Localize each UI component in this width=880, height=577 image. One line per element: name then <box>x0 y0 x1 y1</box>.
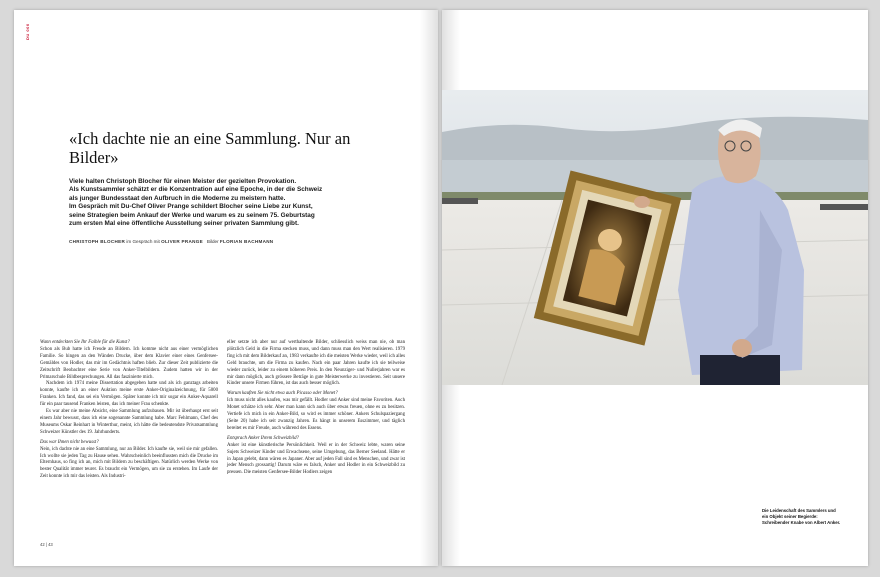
interview-answer: Schon als Bub hatte ich Freude an Bildern. Ich komme nicht aus einer vermöglichen Familie. So hingen an den Wänden Drucke, über dem Klavier einer eines Genfersee-Gemäldes von Hodler, das mir im Gedächtnis haften blieb. Zur dieser Zeit publizierte die Zeitschrift Beobachter eine Serie von Anker-Titelbildern. Zudem hatten wir in der Primarschule Bildbesprechungen. All das faszinierte mich. <box>40 346 218 380</box>
right-page <box>442 10 868 566</box>
interview-answer: Anker ist eine künstlerische Persönlichkeit. Weil er in der Schweiz lebte, waren seine Sujets Schweizer Kinder und Erwachsene, seine Umgebung, das Berner Seeland. Hätte er in Japan gelebt, dann wären es Japaner. Aber auf jeden Fall sind es Menschen, und zwar ist jeder Mensch grossartig! Darum wäre es falsch, Anker und Hodler in ein Schweizbild zu pressen. Die meisten Genfersee-Bilder Hodlers zeigen <box>227 442 405 476</box>
interview-question: Das war Ihnen nicht bewusst? <box>40 439 99 445</box>
lead-line: seine Strategien beim Ankauf der Werke und warum es zu seinem 75. Geburtstag <box>69 211 315 219</box>
section-tag: DU 000 <box>25 23 30 40</box>
lead-line: Im Gespräch mit Du-Chef Oliver Prange schildert Blocher seine Liebe zur Kunst, <box>69 203 313 211</box>
interview-answer: Ich muss nicht alles kaufen, was mir gefällt. Hodler und Anker sind meine Favoriten. Auch Monet schätze ich sehr. Aber man kann sich auch über etwas freuen, ohne es zu besitzen. Vertiefe ich mich in ein Anker-Bild, so wird es immer schöner. Ankers Schulspaziergang (Seite 20) habe ich seit zwanzig Jahren. Es hängt in unserem Esszimmer, und täglich bereitet es mir Freude, auch während des Essens. <box>227 398 405 431</box>
interview-answer: Nein, ich dachte nie an eine Sammlung, nur an Bilder. Ich kaufte sie, weil sie mir gefallen. Ich wollte sie jeden Tag zu Hause sehen. Wahrscheinlich beeinflussten mich die Drucke im Elternhaus, so fing ich an, mich mit Bildern zu beschäftigen. Natürlich werden Werke von bester Qualität immer teurer. Es braucht ein Vermögen, um sie zu erstehen. Im Laufe der Zeit konnte ich mir das leisten. Als Industri- <box>40 446 218 480</box>
byline-name: CHRISTOPH BLOCHER <box>69 239 126 244</box>
interview-answer: Nachdem ich 1974 meine Dissertation abgegeben hatte und als ich ganztags arbeiten konnte, kaufte ich an einer Auktion meine erste Anker-Originalzeichnung, für 5000 Franken. Ich fand, das sei ein Vermögen. Später konnte ich mir sogar ein Anker-Aquarell für ein paar tausend Franken leisten, das ich meiner Frau schenkte. <box>40 381 218 408</box>
interview-question: Wann entdeckten Sie Ihr Faible für die Kunst? <box>40 340 130 345</box>
gutter-shadow <box>420 10 438 566</box>
lead-line: Als Kunstsammler schätzt er die Konzentration auf eine Epoche, in der die Schweiz <box>69 186 323 194</box>
lead-line: als junger Bundesstaat den Aufbruch in die Moderne zu meistern hatte. <box>69 194 286 202</box>
lead-line: Viele halten Christoph Blocher für einen Meister der gezielten Provokation. <box>69 178 297 185</box>
byline-photographer: FLORIAN BACHMANN <box>219 239 274 244</box>
text-column-2 <box>227 340 405 477</box>
byline <box>69 239 399 244</box>
interview-question: Warum kauften Sie nicht etwa auch Picasso oder Monet? <box>227 391 338 397</box>
interview-answer: Es war aber nie meine Absicht, eine Sammlung aufzubauen. Mir ist überhaupt erst seit einem Jahr bewusst, dass ich eine sogenannte Sammlung habe. Marc Fehlmann, Chef des Museums Oskar Reinhart in Winterthur, meint, ich hätte die bedeutendste Privatsammlung Schweizer Künstler des 19. Jahrhunderts. <box>40 409 218 435</box>
text-column-1 <box>40 340 218 481</box>
portrait-photo <box>442 90 868 385</box>
lead-line: zum ersten Mal eine öffentliche Ausstellung seiner privaten Sammlung gibt. <box>69 220 299 228</box>
caption-line: ein Objekt seiner Begierde: <box>762 514 818 519</box>
byline-interviewer: OLIVER PRANGE <box>161 239 204 244</box>
interview-question: Entsprach Anker Ihrem Schweizbild? <box>227 435 299 441</box>
caption-line: Schreibender Knabe von Albert Anker. <box>762 520 841 525</box>
byline-mid: im Gespräch mit <box>126 239 160 244</box>
page-numbers: 42 | 43 <box>40 542 53 547</box>
byline-pictures-label: Bilder <box>206 239 219 244</box>
interview-answer: eller setzte ich aber nur auf werthaltende Bilder, schliesslich weiss man nie, ob man plötzlich Geld in die Firma stecken muss, und dann muss man den Wert realisieren. 1979 fing ich mit dem Bilderkauf an, 1983 verkaufte ich die meisten Werke wieder, weil ich alles Geld brauchte, um die Firma zu kaufen. Nach ein paar Jahren kaufte ich sie teilweise wieder zurück, leider zu einem höheren Preis. In den Neunziger- und Nullerjahren war es mir dann möglich, auch grössere Beträge in gute Meisterwerke zu investieren. Seit unsere Kinder unsere Firmen führen, ist das auch besser möglich. <box>227 340 405 387</box>
portrait-illustration <box>442 90 868 385</box>
left-page <box>14 10 438 566</box>
article-lead <box>69 178 399 228</box>
article-headline: «Ich dachte nie an eine Sammlung. Nur an Bilder» <box>69 129 351 167</box>
photo-caption <box>762 508 857 526</box>
caption-line: Die Leidenschaft des Sammlers und <box>762 508 836 513</box>
